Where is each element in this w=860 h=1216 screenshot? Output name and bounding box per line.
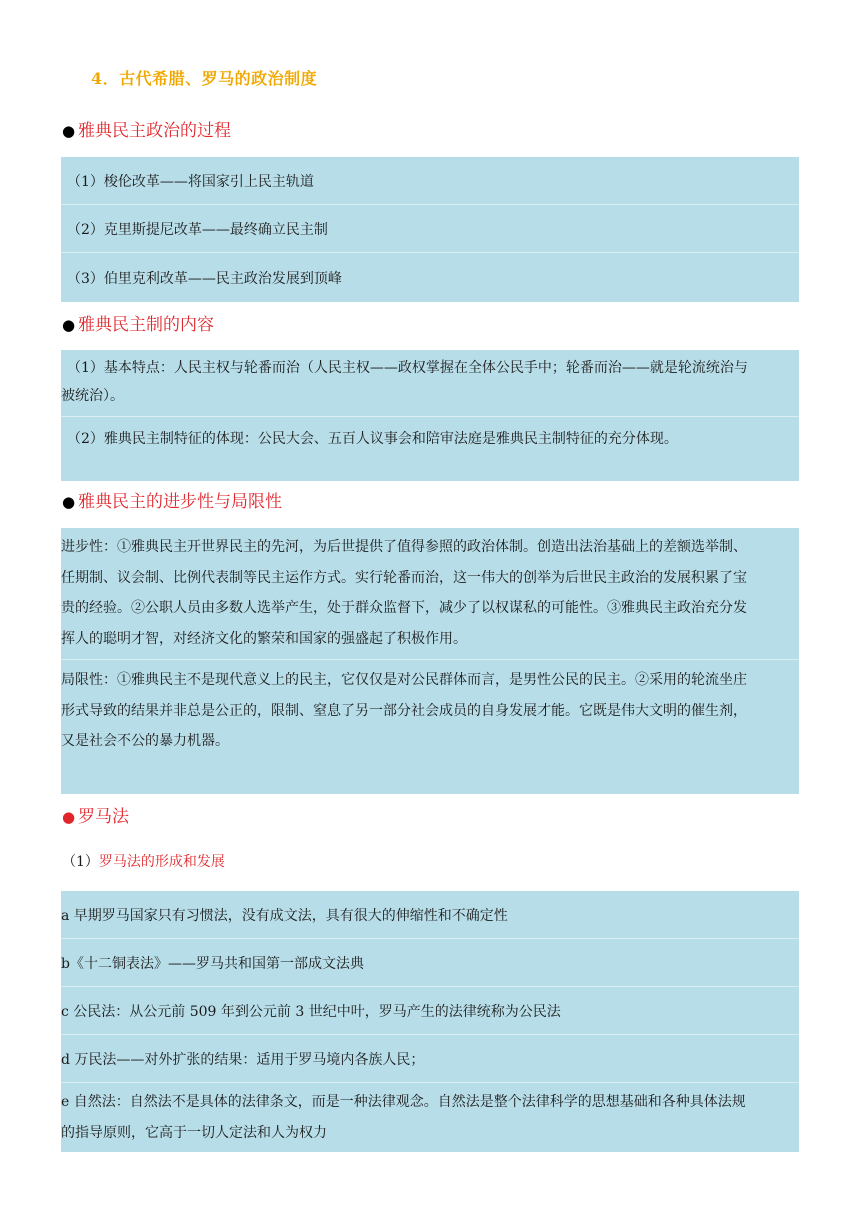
heading-roman-law [62,802,129,827]
heading-process [62,116,231,141]
roman-law-box [61,891,799,1152]
heading-evaluation-text: 雅典民主的进步性与局限性 [78,492,282,512]
bullet-icon: ● [62,122,76,140]
section-title: 4．古代希腊、罗马的政治制度 [91,69,318,88]
list-item: d 万民法——对外扩张的结果：适用于罗马境内各族人民； [61,1035,799,1083]
list-item: （2）克里斯提尼改革——最终确立民主制 [61,205,799,253]
heading-process-text: 雅典民主政治的过程 [78,121,231,141]
progress-line: 贵的经验。②公职人员由多数人选举产生，处于群众监督下，减少了以权谋私的可能性。③雅典民主政治充分发 [61,600,747,616]
bullet-icon: ● [62,493,76,511]
progress-line: 挥人的聪明才智，对经济文化的繁荣和国家的强盛起了积极作用。 [61,630,467,647]
limit-line: 又是社会不公的暴力机器。 [61,733,229,749]
evaluation-box [61,528,799,794]
heading-content [62,310,214,335]
limit-line: 形式导致的结果并非总是公正的，限制、窒息了另一部分社会成员的自身发展才能。它既是伟大文明的催生剂， [61,702,747,719]
sub-heading-text: 罗马法的形成和发展 [98,854,225,870]
heading-roman-law-text: 罗马法 [78,807,129,827]
item-e-line-1: e 自然法：自然法不是具体的法律条文，而是一种法律观念。自然法是整个法律科学的思想基础和各种具体法规 [61,1094,746,1110]
progress-line: 任期制、议会制、比例代表制等民主运作方式。实行轮番而治，这一伟大的创举为后世民主政治的发展积累了宝 [61,569,747,586]
list-item: c 公民法：从公元前 509 年到公元前 3 世纪中叶，罗马产生的法律统称为公民法 [61,987,799,1035]
list-item: b《十二铜表法》——罗马共和国第一部成文法典 [61,939,799,987]
sub-heading-roman-law [62,851,225,871]
list-item: （3）伯里克利改革——民主政治发展到顶峰 [67,270,342,287]
content-item-2: （2）雅典民主制特征的体现：公民大会、五百人议事会和陪审法庭是雅典民主制特征的充分体现。 [67,431,678,447]
content-item-1-line-1: （1）基本特点：人民主权与轮番而治（人民主权——政权掌握在全体公民手中；轮番而治——就是轮流统治与 [67,360,748,376]
list-item-e [61,1083,799,1148]
divider [61,416,799,417]
heading-content-text: 雅典民主制的内容 [78,315,214,335]
list-item: a 早期罗马国家只有习惯法，没有成文法，具有很大的伸缩性和不确定性 [61,891,799,939]
item-e-line-2: 的指导原则，它高于一切人定法和人为权力 [61,1124,327,1141]
bullet-icon: ● [62,808,76,826]
list-item: （1）梭伦改革——将国家引上民主轨道 [61,157,799,205]
progress-line: 进步性：①雅典民主开世界民主的先河，为后世提供了值得参照的政治体制。创造出法治基础上的差额选举制、 [61,539,747,555]
content-item-1-line-2: 被统治）。 [61,388,124,404]
bullet-icon: ● [62,316,76,334]
heading-evaluation [62,487,282,512]
sub-heading-prefix: （1） [62,854,99,870]
limit-line: 局限性：①雅典民主不是现代意义上的民主，它仅仅是对公民群体而言，是男性公民的民主。②采用的轮流坐庄 [61,672,747,688]
content-box [61,350,799,481]
divider [61,659,799,660]
process-box [61,157,799,302]
